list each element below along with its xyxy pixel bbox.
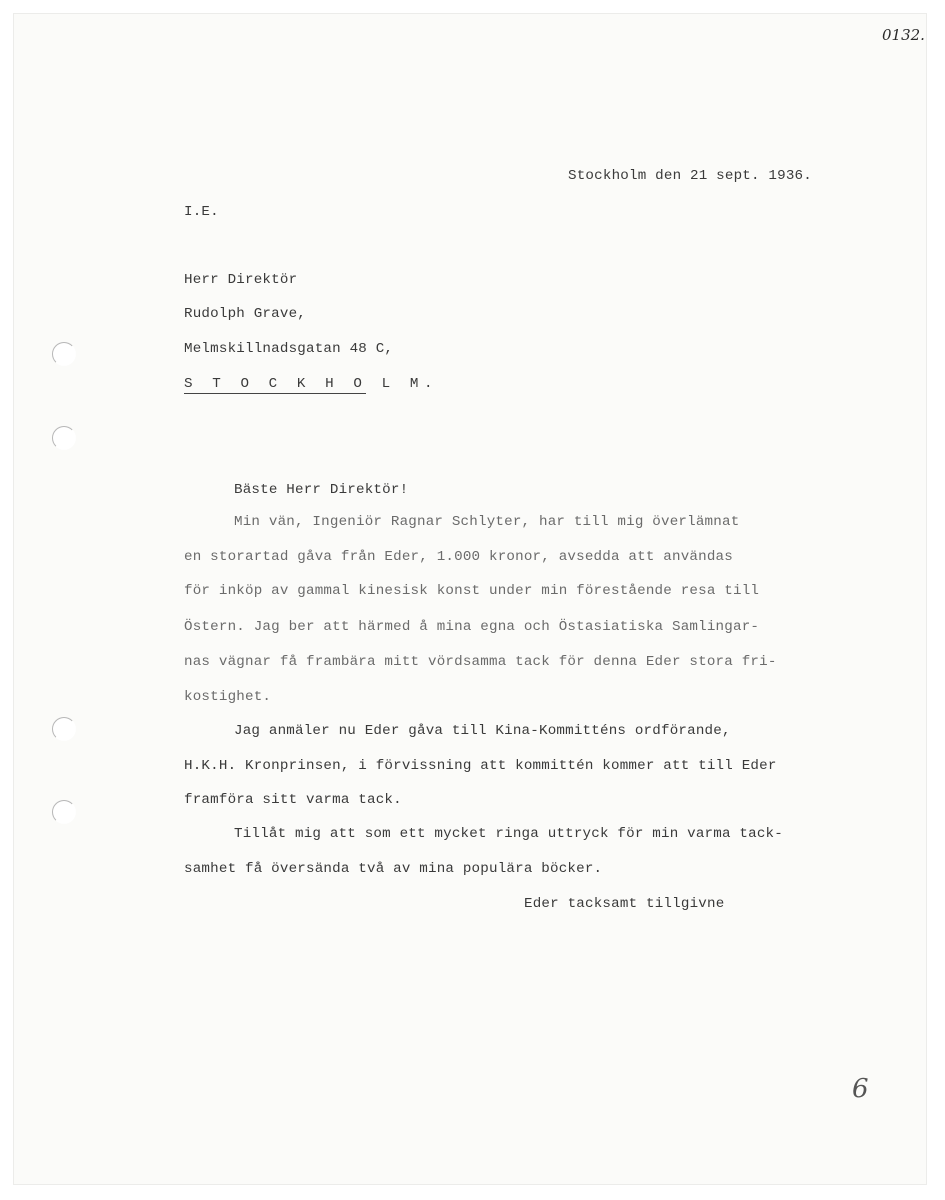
recipient-city: [184, 374, 433, 394]
sender-initials: I.E.: [184, 204, 219, 220]
punch-hole-4-icon: [52, 800, 76, 824]
body-line: Min vän, Ingeniör Ragnar Schlyter, har till mig överlämnat: [234, 514, 740, 530]
body-line: en storartad gåva från Eder, 1.000 kronor, avsedda att användas: [184, 549, 733, 565]
body-line: Östern. Jag ber att härmed å mina egna och Östasiatiska Samlingar-: [184, 619, 760, 635]
page-mark: 6: [852, 1074, 869, 1104]
archive-number: 0132.: [882, 26, 925, 44]
body-line: framföra sitt varma tack.: [184, 792, 402, 808]
body-line: Tillåt mig att som ett mycket ringa uttryck för min varma tack-: [234, 826, 783, 842]
body-line: samhet få översända två av mina populära böcker.: [184, 861, 603, 877]
recipient-street: [184, 339, 393, 359]
city-punct: .: [423, 376, 433, 392]
punch-hole-3-icon: [52, 717, 76, 741]
recipient-name: Rudolph Grave,: [184, 306, 306, 322]
street-name: Melmskillnadsgatan: [184, 341, 341, 357]
date-line: Stockholm den 21 sept. 1936.: [568, 168, 812, 184]
body-line: Jag anmäler nu Eder gåva till Kina-Kommitténs ordförande,: [234, 723, 731, 739]
punch-hole-2-icon: [52, 426, 76, 450]
closing: Eder tacksamt tillgivne: [524, 896, 725, 912]
punch-hole-1-icon: [52, 342, 76, 366]
city-underline: [184, 393, 366, 394]
street-number: 48 C,: [349, 341, 394, 357]
salutation: Bäste Herr Direktör!: [234, 482, 409, 498]
city-name: S T O C K H O L M: [184, 376, 424, 392]
body-line: H.K.H. Kronprinsen, i förvissning att kommittén kommer att till Eder: [184, 758, 777, 774]
body-line: kostighet.: [184, 689, 272, 705]
recipient-title: Herr Direktör: [184, 272, 298, 288]
body-line: för inköp av gammal kinesisk konst under min förestående resa till: [184, 583, 760, 599]
letter-sheet: [14, 14, 926, 1184]
body-line: nas vägnar få frambära mitt vördsamma tack för denna Eder stora fri-: [184, 654, 777, 670]
